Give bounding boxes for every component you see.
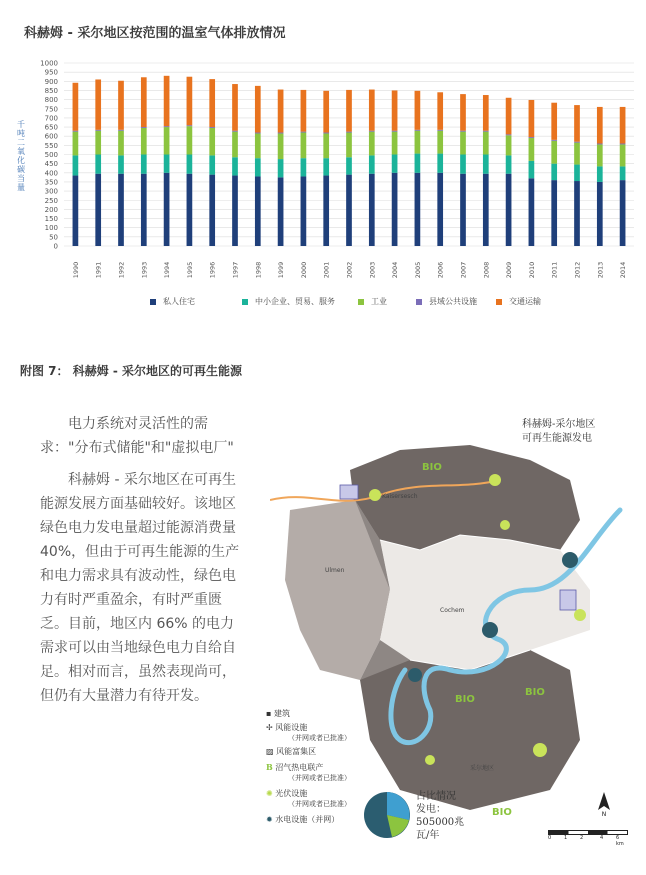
bar-segment <box>529 138 535 161</box>
legend-swatch <box>242 299 248 305</box>
bar-segment <box>529 178 535 246</box>
bar-segment <box>437 131 443 154</box>
bar-segment <box>415 173 421 246</box>
bar-segment <box>620 166 626 180</box>
bar-segment <box>95 130 101 131</box>
bar-segment <box>392 173 398 246</box>
solar-icon <box>533 743 547 757</box>
bar-segment <box>73 176 79 246</box>
x-tick-label: 1994 <box>163 261 172 279</box>
legend-wind-sub: （并网或者已批准） <box>288 734 351 742</box>
bar-segment <box>369 132 375 156</box>
bar-segment <box>369 90 375 131</box>
bar-segment <box>392 90 398 130</box>
legend-label: 工业 <box>371 297 387 306</box>
legend-solar: 光伏设施 <box>275 789 308 798</box>
bar-segment <box>187 155 193 174</box>
bar-segment <box>232 131 238 132</box>
biogas-icon: BIO <box>525 687 545 698</box>
svg-text:N: N <box>601 811 607 816</box>
y-tick-label: 550 <box>44 141 58 150</box>
bar-segment <box>301 90 307 132</box>
legend-label: 县域公共设施 <box>429 297 477 306</box>
legend-item <box>242 296 335 307</box>
bar-segment <box>392 132 398 155</box>
bar-segment <box>141 174 147 246</box>
bar-segment <box>73 131 79 132</box>
bar-segment <box>278 90 284 133</box>
share-text <box>416 790 476 842</box>
bar-segment <box>460 155 466 174</box>
biogas-icon: B <box>266 762 273 772</box>
bar-segment <box>460 94 466 131</box>
bar-segment <box>232 176 238 246</box>
map-title-line-1: 科赫姆-采尔地区 <box>522 419 596 430</box>
x-tick-label: 2010 <box>527 261 536 279</box>
x-tick-label: 1990 <box>71 261 80 279</box>
legend-swatch <box>358 299 364 305</box>
bar-segment <box>620 144 626 166</box>
bar-segment <box>95 174 101 246</box>
solar-icon <box>425 755 435 765</box>
x-tick-label: 2004 <box>391 261 400 279</box>
x-tick-label: 1999 <box>277 261 286 279</box>
scale-label-3: 4 <box>600 835 604 841</box>
bar-segment <box>437 130 443 131</box>
solar-icon: ✺ <box>266 789 273 798</box>
y-tick-label: 200 <box>44 205 58 214</box>
x-tick-label: 1998 <box>254 261 263 279</box>
bar-segment <box>118 81 124 130</box>
legend-building: 建筑 <box>273 709 290 718</box>
building-icon: ▪ <box>266 709 272 718</box>
bar-segment <box>346 175 352 246</box>
x-tick-label: 1996 <box>208 261 217 279</box>
legend-label: 交通运输 <box>509 297 541 306</box>
bar-segment <box>529 100 535 137</box>
bar-segment <box>369 174 375 246</box>
bar-segment <box>95 131 101 155</box>
wind-turbine-icon: ✢ <box>266 723 273 732</box>
bar-segment <box>574 142 580 143</box>
y-tick-label: 1000 <box>40 59 58 68</box>
bar-segment <box>346 90 352 132</box>
bar-segment <box>164 173 170 246</box>
bar-segment <box>232 84 238 131</box>
bar-segment <box>574 105 580 142</box>
x-tick-label: 2009 <box>505 261 514 279</box>
bar-segment <box>255 176 261 246</box>
y-tick-label: 600 <box>44 132 58 141</box>
x-tick-label: 2001 <box>322 261 331 279</box>
bar-segment <box>255 133 261 134</box>
bar-segment <box>597 144 603 145</box>
map-region-central <box>380 535 590 670</box>
legend-biogas-sub: （并网或者已批准） <box>288 774 351 782</box>
share-pie-chart <box>362 790 412 840</box>
place-ulmen: Ulmen <box>325 567 345 574</box>
bar-segment <box>187 77 193 125</box>
wind-area-icon <box>340 485 358 499</box>
wind-area-icon <box>560 590 576 610</box>
y-axis-label: 千 吨 二 氧 化 碳 当 量 <box>17 120 25 192</box>
bar-segment <box>209 79 215 127</box>
y-tick-label: 350 <box>44 178 58 187</box>
bar-segment <box>209 128 215 155</box>
body-paragraph-1: 电力系统对灵活性的需求："分布式储能"和"虚拟电厂" <box>40 416 234 456</box>
bar-segment <box>278 159 284 177</box>
bar-segment <box>437 154 443 173</box>
bar-segment <box>551 140 557 141</box>
legend-swatch <box>416 299 422 305</box>
legend-swatch <box>150 299 156 305</box>
bar-segment <box>118 174 124 246</box>
bar-segment <box>209 175 215 246</box>
scale-label-1: 1 <box>564 835 568 841</box>
hydro-icon <box>482 622 498 638</box>
y-tick-label: 750 <box>44 105 58 114</box>
solar-icon <box>574 609 586 621</box>
y-tick-label: 700 <box>44 114 58 123</box>
bar-segment <box>118 155 124 173</box>
x-tick-label: 1992 <box>117 261 126 279</box>
hydro-icon <box>562 552 578 568</box>
x-tick-label: 2013 <box>596 261 605 279</box>
legend-biogas: 沼气热电联产 <box>275 763 324 772</box>
x-tick-label: 2000 <box>299 261 308 279</box>
x-tick-label: 2014 <box>619 261 628 279</box>
x-tick-label: 2005 <box>413 261 422 279</box>
bar-segment <box>278 133 284 134</box>
bar-segment <box>301 158 307 176</box>
bar-segment <box>597 144 603 166</box>
place-zell: 采尔地区 <box>470 765 495 772</box>
north-arrow-icon <box>596 790 612 816</box>
bar-segment <box>483 174 489 246</box>
place-kaisersesch: Kaisersesch <box>382 493 418 500</box>
bar-segment <box>323 133 329 158</box>
hydro-icon: ✹ <box>266 815 273 824</box>
bar-segment <box>209 127 215 128</box>
bar-segment <box>301 133 307 159</box>
bar-segment <box>415 131 421 154</box>
bar-segment <box>278 177 284 246</box>
legend-hydro: 水电设施（并网） <box>275 815 340 824</box>
bar-segment <box>551 180 557 246</box>
generation-label: 发电： <box>416 804 446 815</box>
bar-segment <box>620 180 626 246</box>
bar-segment <box>506 174 512 246</box>
biogas-icon: BIO <box>455 694 475 705</box>
bar-segment <box>460 132 466 155</box>
biogas-icon: BIO <box>422 462 442 473</box>
bar-segment <box>483 155 489 174</box>
y-tick-label: 50 <box>49 233 58 242</box>
bar-segment <box>301 176 307 246</box>
bar-segment <box>323 158 329 175</box>
scale-label-4: 6 km <box>616 835 624 847</box>
bar-segment <box>574 143 580 165</box>
legend-item <box>358 296 387 307</box>
bar-segment <box>323 133 329 134</box>
scale-bar <box>548 830 628 847</box>
bar-segment <box>164 126 170 127</box>
map-title-line-2: 可再生能源发电 <box>522 433 592 444</box>
wind-area-icon: ▨ <box>266 747 274 756</box>
stacked-bar-chart <box>0 0 646 300</box>
bar-segment <box>278 133 284 159</box>
y-tick-label: 400 <box>44 169 58 178</box>
bar-segment <box>346 132 352 133</box>
y-tick-label: 150 <box>44 215 58 224</box>
y-tick-label: 500 <box>44 151 58 159</box>
x-tick-label: 2006 <box>436 261 445 279</box>
scale-label-2: 2 <box>580 835 584 841</box>
legend-item <box>150 296 195 307</box>
scale-label-0: 0 <box>548 835 552 841</box>
bar-segment <box>141 155 147 174</box>
x-tick-labels <box>72 262 627 279</box>
generation-value: 505000兆 <box>416 817 465 828</box>
biogas-icon: BIO <box>492 807 512 818</box>
bar-segment <box>118 131 124 156</box>
legend-label: 私人住宅 <box>163 297 195 306</box>
legend-solar-sub: （并网或者已批准） <box>288 800 351 808</box>
body-text <box>40 412 246 716</box>
x-tick-label: 2002 <box>345 261 354 279</box>
chart-bars <box>73 76 626 246</box>
x-tick-label: 2011 <box>550 261 559 279</box>
bar-segment <box>415 91 421 130</box>
bar-segment <box>574 181 580 246</box>
solar-icon <box>489 474 501 486</box>
y-tick-label: 300 <box>44 187 58 196</box>
bar-segment <box>232 132 238 158</box>
bar-segment <box>597 107 603 144</box>
legend-wind: 风能设施 <box>275 723 308 732</box>
bar-segment <box>506 155 512 173</box>
x-tick-label: 2003 <box>368 261 377 279</box>
hydro-icon <box>408 668 422 682</box>
generation-unit: 瓦/年 <box>416 830 440 841</box>
bar-segment <box>255 86 261 133</box>
bar-segment <box>369 131 375 132</box>
bar-segment <box>255 158 261 176</box>
bar-segment <box>460 131 466 132</box>
y-tick-label: 800 <box>44 96 58 105</box>
bar-segment <box>141 127 147 128</box>
bar-segment <box>255 133 261 158</box>
y-tick-label: 900 <box>44 77 58 86</box>
bar-segment <box>232 157 238 175</box>
bar-segment <box>209 155 215 174</box>
bar-segment <box>620 144 626 145</box>
x-tick-label: 2008 <box>482 261 491 279</box>
y-tick-labels <box>40 60 58 251</box>
bar-segment <box>597 182 603 246</box>
bar-segment <box>346 157 352 174</box>
y-tick-label: 100 <box>44 224 58 233</box>
bar-segment <box>574 165 580 181</box>
bar-segment <box>95 155 101 174</box>
x-tick-label: 1993 <box>140 261 149 279</box>
bar-segment <box>301 132 307 133</box>
y-tick-label: 850 <box>44 86 58 95</box>
bar-segment <box>118 130 124 131</box>
y-tick-label: 250 <box>44 196 58 205</box>
chart-title: 科赫姆 - 采尔地区按范围的温室气体排放情况 <box>24 26 286 41</box>
y-tick-label: 650 <box>44 123 58 132</box>
body-paragraph-2: 科赫姆 - 采尔地区在可再生能源发展方面基础较好。该地区绿色电力发电量超过能源消费量 40%，但由于可再生能源的生产和电力需求具有波动性，绿色电力有时严重盈余，有时严重匮乏。目前，地区内 66% 的电力需求可以由当地绿色电力自给自足。相对而言，虽然表现尚可，但仍有大量潜力有待开发。 <box>40 472 240 704</box>
x-tick-label: 1991 <box>94 261 103 279</box>
bar-segment <box>187 125 193 126</box>
bar-segment <box>460 174 466 246</box>
bar-segment <box>506 98 512 135</box>
bar-segment <box>597 166 603 182</box>
bar-segment <box>187 126 193 154</box>
bar-segment <box>164 127 170 154</box>
bar-segment <box>141 77 147 127</box>
bar-segment <box>529 161 535 178</box>
bar-segment <box>323 91 329 133</box>
legend-item <box>416 296 477 307</box>
bar-segment <box>95 79 101 129</box>
x-tick-label: 1995 <box>185 261 194 279</box>
bar-segment <box>551 164 557 180</box>
y-tick-label: 0 <box>53 242 58 251</box>
bar-segment <box>483 131 489 132</box>
bar-segment <box>187 174 193 246</box>
bar-segment <box>141 128 147 155</box>
x-tick-label: 2012 <box>573 261 582 279</box>
place-cochem: Cochem <box>440 607 465 614</box>
bar-segment <box>73 132 79 156</box>
bar-segment <box>392 131 398 132</box>
bar-segment <box>392 155 398 173</box>
solar-icon <box>500 520 510 530</box>
bar-segment <box>506 134 512 135</box>
y-tick-label: 450 <box>44 160 58 169</box>
bar-segment <box>73 83 79 131</box>
bar-segment <box>529 137 535 138</box>
x-tick-label: 2007 <box>459 261 468 279</box>
bar-segment <box>506 135 512 155</box>
bar-segment <box>483 132 489 155</box>
bar-segment <box>323 176 329 246</box>
bar-segment <box>164 155 170 173</box>
x-tick-label: 1997 <box>231 261 240 279</box>
bar-segment <box>346 133 352 158</box>
legend-item <box>496 296 541 307</box>
bar-segment <box>551 141 557 164</box>
bar-segment <box>620 107 626 144</box>
bar-segment <box>164 76 170 126</box>
bar-segment <box>73 155 79 175</box>
bar-segment <box>415 154 421 173</box>
solar-icon <box>369 489 381 501</box>
bar-segment <box>551 103 557 140</box>
bar-segment <box>437 92 443 130</box>
legend-wind-area: 风能富集区 <box>276 747 317 756</box>
figure-title: 附图 7： 科赫姆 - 采尔地区的可再生能源 <box>20 364 243 378</box>
legend-swatch <box>496 299 502 305</box>
bar-segment <box>415 130 421 131</box>
bar-segment <box>369 155 375 173</box>
bar-segment <box>437 173 443 246</box>
share-title: 占比情况 <box>416 791 456 802</box>
bar-segment <box>483 95 489 131</box>
y-tick-label: 950 <box>44 68 58 77</box>
legend-label: 中小企业、贸易、服务 <box>255 297 335 306</box>
